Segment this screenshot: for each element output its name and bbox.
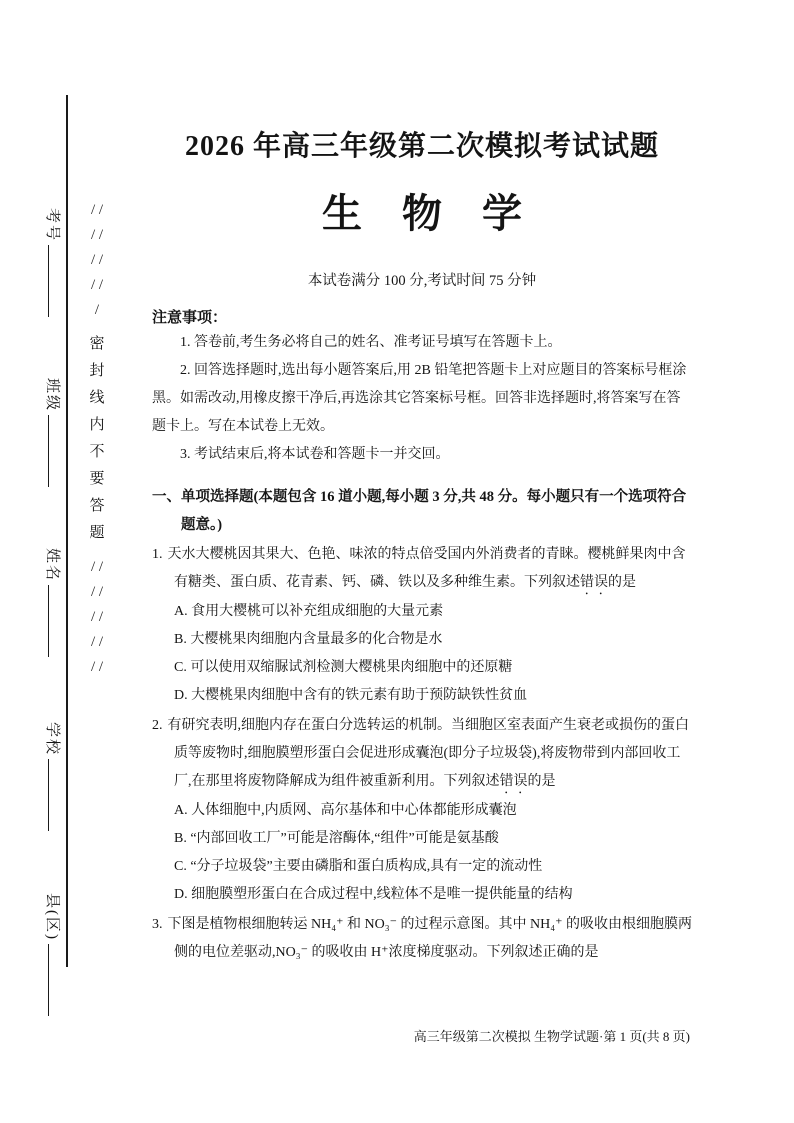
field-exam-number: [43, 208, 64, 317]
field-class: [43, 378, 64, 487]
question-1-stem-emphasis: 错误: [580, 575, 608, 590]
question-1-number: 1.: [152, 547, 163, 562]
field-name-blank-line: [48, 585, 63, 657]
question-1-option-b: B. 大樱桃果肉细胞内含量最多的化合物是水: [174, 632, 443, 647]
page-title: 2026 年高三年级第二次模拟考试试题: [184, 131, 659, 162]
field-class-label: 班级: [44, 378, 60, 413]
exam-content: [152, 124, 692, 967]
seal-border-line: [66, 95, 68, 967]
exam-info: 本试卷满分 100 分,考试时间 75 分钟: [307, 273, 537, 289]
question-3-stem-text: 下图是植物根细胞转运 NH₄⁺ 和 NO₃⁻ 的过程示意图。其中 NH₄⁺ 的吸收由根细胞膜两侧的电位差驱动,NO₃⁻ 的吸收由 H⁺浓度梯度驱动。下列叙述正确的是: [167, 917, 692, 960]
field-school: [43, 722, 64, 831]
seal-text: 密封线内不要答题: [89, 336, 105, 541]
question-1-stem-end: 的是: [608, 575, 636, 590]
question-2-stem-end: 的是: [527, 774, 556, 789]
field-name: [43, 548, 64, 657]
question-2-number: 2.: [152, 718, 163, 733]
question-1-stem-text: 天水大樱桃因其果大、色艳、味浓的特点倍受国内外消费者的青睐。樱桃鲜果肉中含有糖类、蛋白质、花青素、钙、磷、铁以及多种维生素。下列叙述: [167, 547, 686, 590]
field-class-blank-line: [48, 415, 63, 487]
question-1-option-d: D. 大樱桃果肉细胞中含有的铁元素有助于预防缺铁性贫血: [174, 688, 528, 703]
question-2-stem-emphasis: 错误: [499, 774, 528, 789]
notice-heading: 注意事项：: [152, 310, 228, 326]
seal-slashes-bottom: / / / / / / / / / /: [90, 559, 104, 675]
question-2-option-d: D. 细胞膜塑形蛋白在合成过程中,线粒体不是唯一提供能量的结构: [174, 887, 573, 902]
question-2-stem: [152, 712, 692, 797]
question-3-number: 3.: [152, 917, 163, 932]
seal-slashes-top: / / / / / / / / /: [90, 202, 104, 318]
field-county-blank-line: [48, 944, 63, 1016]
notice-item-1: 1. 答卷前,考生务必将自己的姓名、准考证号填写在答题卡上。: [180, 335, 562, 350]
subject-title: 生 物 学: [322, 191, 522, 236]
question-1-stem: [152, 541, 692, 598]
seal-line: [88, 198, 106, 680]
question-1: [152, 541, 692, 710]
field-name-label: 姓名: [44, 548, 60, 583]
field-school-label: 学校: [44, 722, 60, 757]
question-2-option-a: A. 人体细胞中,内质网、高尔基体和中心体都能形成囊泡: [174, 803, 517, 818]
field-school-blank-line: [48, 759, 63, 831]
notice-item-2: 2. 回答选择题时,选出每小题答案后,用 2B 铅笔把答题卡上对应题目的答案标号框涂黑。如需改动,用橡皮擦干净后,再选涂其它答案标号框。回答非选择题时,将答案写在答题卡上。写在本试卷上无效。: [152, 363, 687, 434]
field-exam-number-blank-line: [48, 245, 63, 317]
field-county: [43, 893, 64, 1016]
section-heading: 一、单项选择题(本题包含 16 道小题,每小题 3 分,共 48 分。每小题只有一个选项符合题意。): [152, 489, 687, 533]
field-exam-number-label: 考号: [44, 208, 60, 243]
question-2-option-c: C. “分子垃圾袋”主要由磷脂和蛋白质构成,具有一定的流动性: [174, 859, 543, 874]
question-2-option-b: B. “内部回收工厂”可能是溶酶体,“组件”可能是氨基酸: [174, 831, 499, 846]
question-1-option-a: A. 食用大樱桃可以补充组成细胞的大量元素: [174, 604, 444, 619]
question-3-stem: [152, 911, 692, 967]
page-footer: 高三年级第二次模拟 生物学试题·第 1 页(共 8 页): [413, 1029, 690, 1044]
question-2-stem-text: 有研究表明,细胞内存在蛋白分选转运的机制。当细胞区室表面产生衰老或损伤的蛋白质等废物时,细胞膜塑形蛋白会促进形成囊泡(即分子垃圾袋),将废物带到内部回收工厂,在那里将废物降解成为组件被重新利用。下列叙述: [167, 718, 689, 789]
question-2: [152, 712, 692, 909]
question-3: [152, 911, 692, 967]
notice-item-3: 3. 考试结束后,将本试卷和答题卡一并交回。: [180, 447, 450, 462]
notice-list: [152, 329, 692, 469]
field-county-label: 县(区): [44, 893, 60, 941]
question-1-option-c: C. 可以使用双缩脲试剂检测大樱桃果肉细胞中的还原糖: [174, 660, 513, 675]
